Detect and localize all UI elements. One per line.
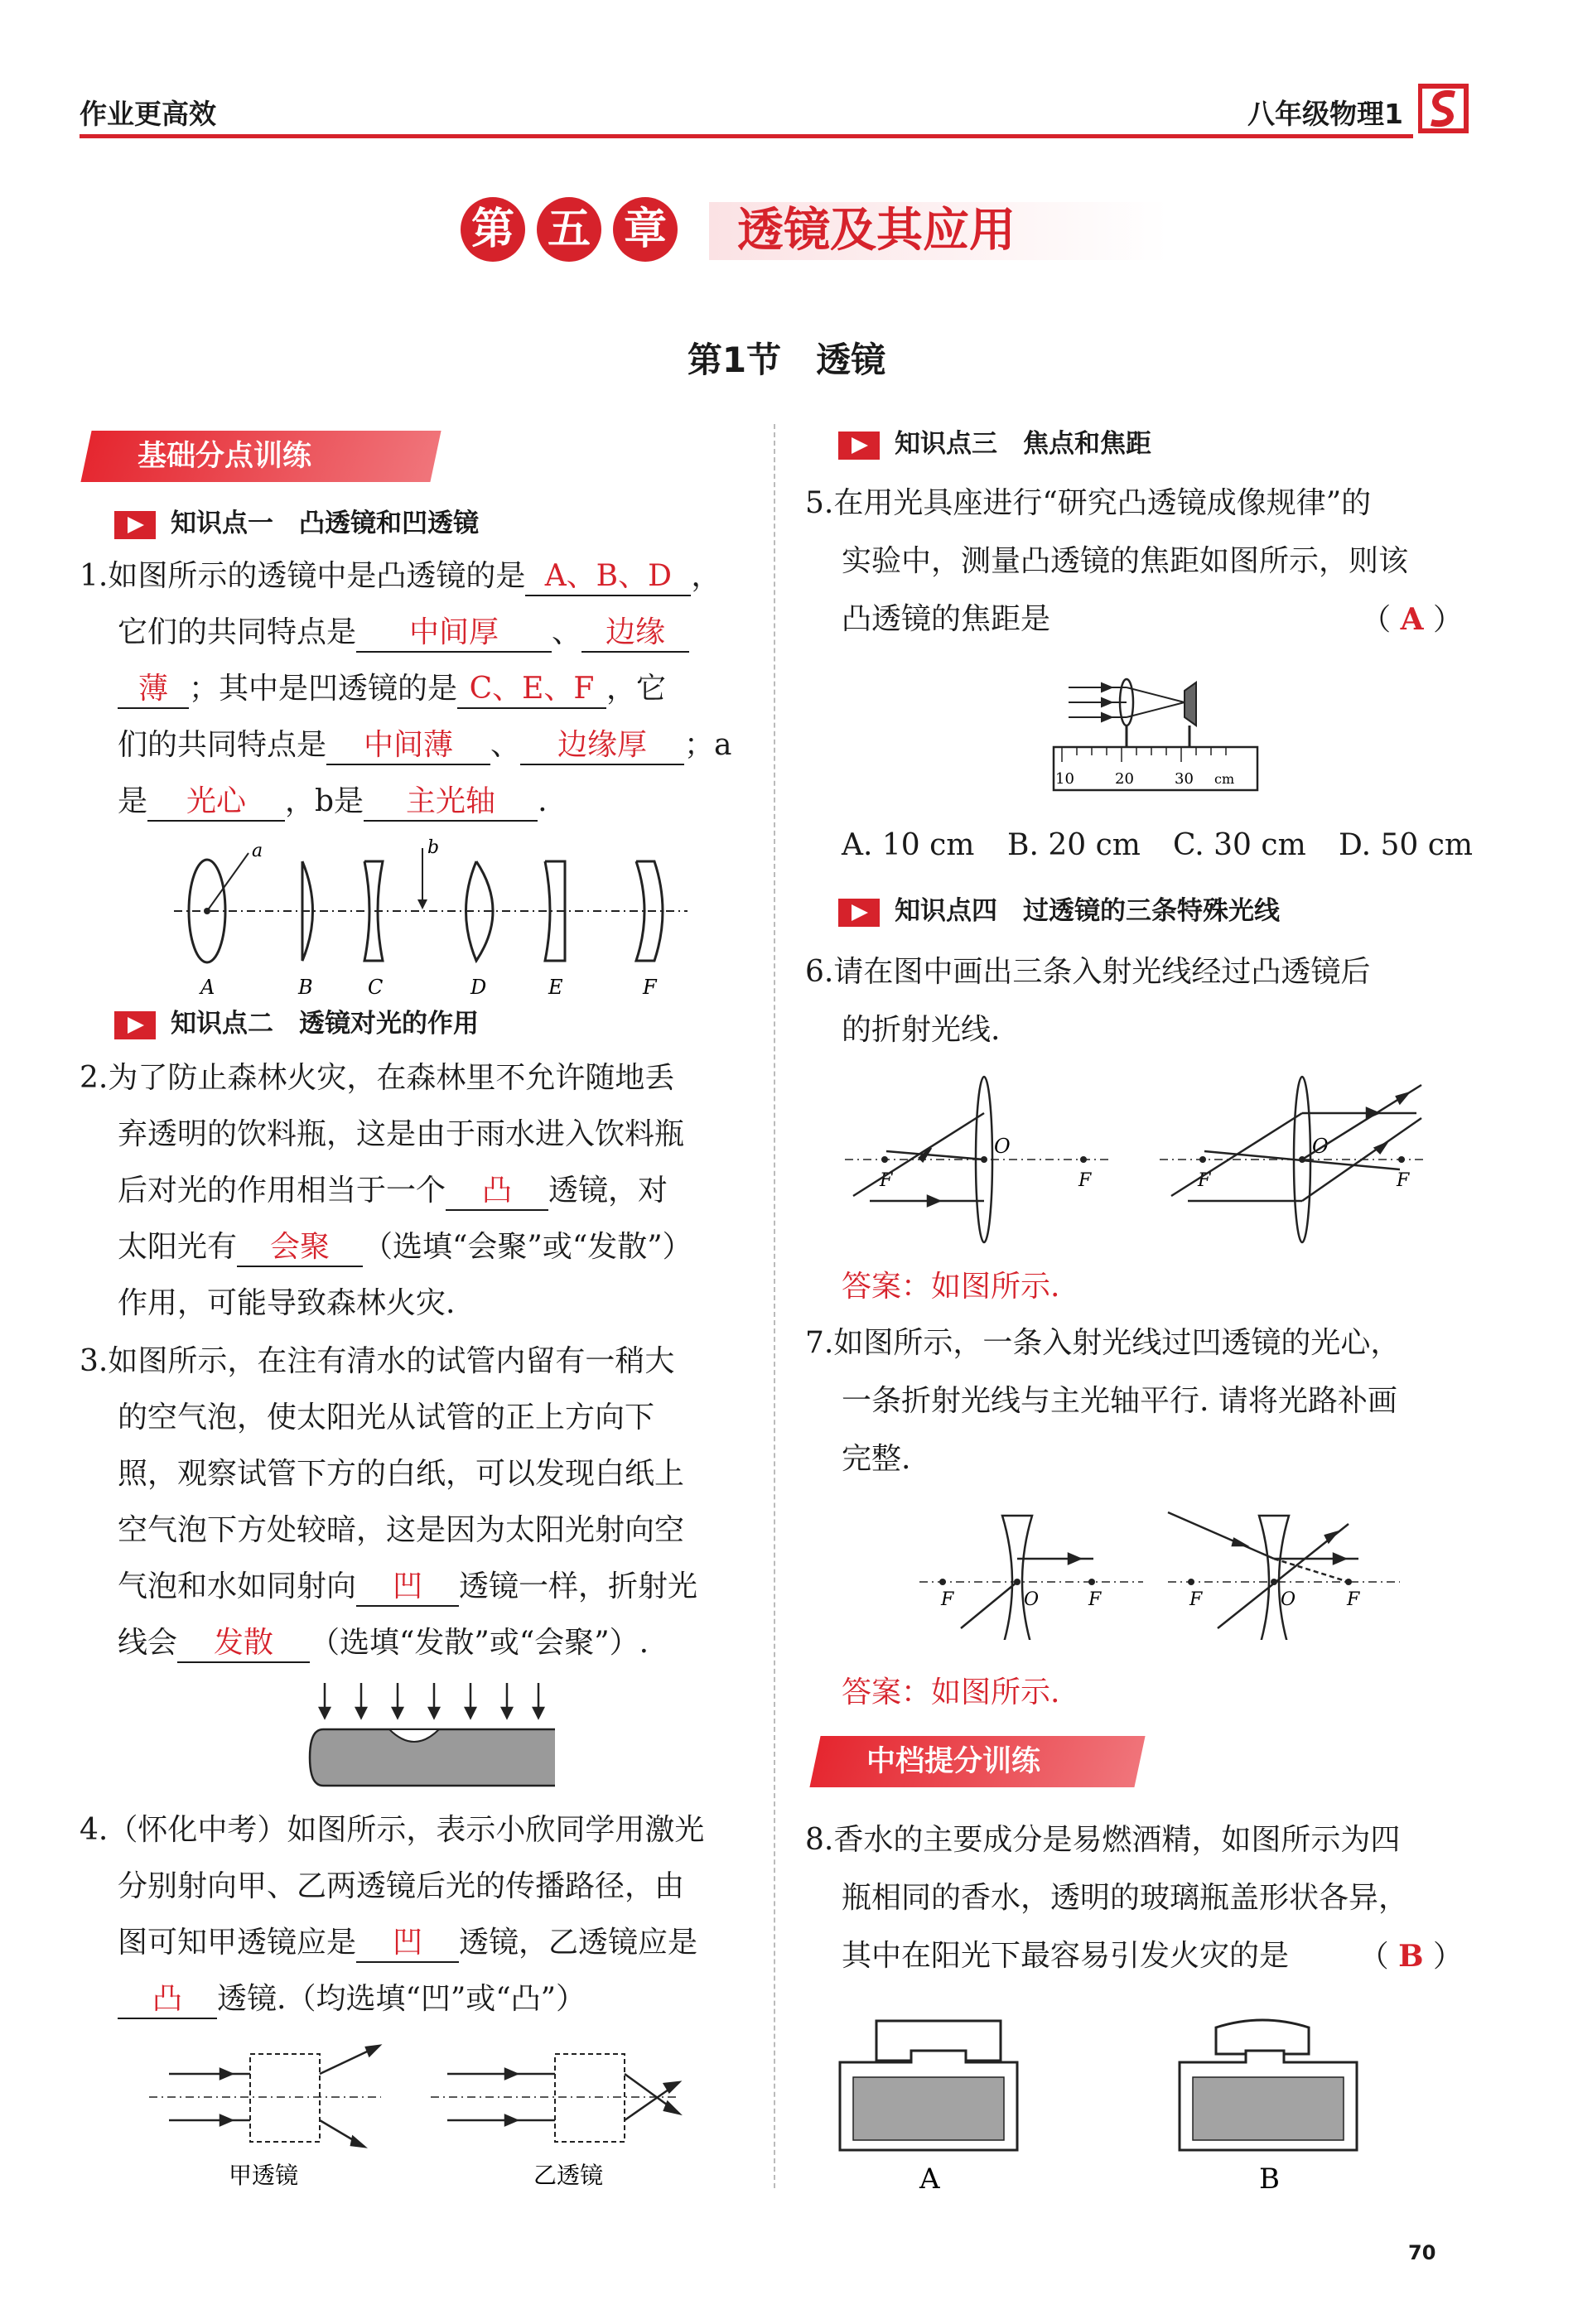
q2-line-4: 太阳光有 会聚 （选填“会聚”或“发散”） [118, 1226, 692, 1269]
q4-answer-jia: 凹 [356, 1926, 459, 1963]
svg-text:F: F [941, 1589, 954, 1610]
header-left-text: 作业更高效 [80, 98, 216, 130]
q4-line-1: 4.（怀化中考）如图所示，表示小欣同学用激光 [80, 1813, 705, 1847]
concave-lens-right [1259, 1516, 1289, 1640]
svg-text:F: F [1347, 1589, 1360, 1610]
q5-line-3: 凸透镜的焦距是 （ A ） [842, 602, 1463, 637]
lens-box-jia [250, 2054, 320, 2142]
label-F2-right: F [1397, 1170, 1410, 1191]
q5-line-2: 实验中，测量凸透镜的焦距如图所示，则该 [842, 544, 1409, 578]
q3-line-3: 照，观察试管下方的白纸，可以发现白纸上 [118, 1457, 685, 1491]
q7-line-1: 7.如图所示，一条入射光线过凹透镜的光心， [805, 1326, 1401, 1360]
play-arrow-icon [114, 1011, 156, 1039]
play-arrow-icon [114, 511, 156, 539]
q1-answer-concave: C、E、F [457, 673, 606, 709]
q2-line-5: 作用，可能导致森林火灾. [118, 1286, 456, 1320]
ruler-label-cm: cm [1214, 771, 1235, 787]
label-B: B [298, 976, 313, 999]
q5-answer: A [1400, 602, 1424, 637]
q1-answer-convex-feature-1: 中间厚 [356, 616, 552, 653]
play-arrow-icon [838, 899, 880, 927]
q8-line-1: 8.香水的主要成分是易燃酒精，如图所示为四 [805, 1823, 1401, 1857]
q3-answer-lens: 凹 [356, 1570, 459, 1607]
svg-text:O: O [1281, 1589, 1296, 1610]
q8-answer: B [1398, 1939, 1424, 1974]
q3-answer-effect: 发散 [177, 1627, 310, 1663]
label-F2-left: F [1078, 1170, 1092, 1191]
screen [1185, 682, 1196, 726]
header-right-text: 八年级物理1 [1247, 98, 1403, 130]
q1-line-5: 是 光心 ，b是 主光轴 . [118, 780, 548, 823]
q1-answer-convex-feature-2b: 薄 [118, 673, 189, 709]
label-jia-lens: 甲透镜 [229, 2162, 299, 2189]
lens-box-yi [555, 2054, 625, 2142]
q3-line-2: 的空气泡，使太阳光从试管的正上方向下 [118, 1401, 655, 1434]
q5-optical-bench-figure [1052, 663, 1259, 812]
section-title: 第1节 透镜 [687, 340, 886, 380]
q3-line-6: 线会 发散 （选填“发散”或“会聚”）. [118, 1622, 649, 1665]
q1-answer-convex-feature-2a: 边缘 [581, 616, 689, 653]
q8-perfume-bottles-figure [837, 2004, 1383, 2203]
q4-line-4: 凸 透镜.（均选填“凹”或“凸”） [118, 1978, 586, 2021]
q2-line-3: 后对光的作用相当于一个 凸 透镜，对 [118, 1169, 668, 1213]
label-yi-lens: 乙透镜 [533, 2162, 604, 2189]
q4-line-3: 图可知甲透镜应是 凹 透镜，乙透镜应是 [118, 1921, 697, 1965]
knowledge-point-1: 知识点一 凸透镜和凹透镜 [114, 507, 479, 540]
label-C: C [368, 976, 384, 999]
banner-basic-training: 基础分点训练 [80, 431, 441, 482]
q3-line-1: 3.如图所示，在注有清水的试管内留有一稍大 [80, 1344, 675, 1378]
label-D: D [470, 976, 487, 999]
svg-text:F: F [1189, 1589, 1203, 1610]
q8-line-3: 其中在阳光下最容易引发火灾的是 （ B ） [842, 1939, 1463, 1974]
chapter-badge-3: 章 [613, 197, 678, 262]
q1-line-4: 们的共同特点是 中间薄 、 边缘厚 ；a [118, 724, 732, 767]
label-F1-right: F [1198, 1170, 1211, 1191]
q6-line-2: 的折射光线. [842, 1013, 1001, 1047]
chapter-badge-1: 第 [461, 197, 525, 262]
q1-answer-concave-feature-1: 中间薄 [326, 729, 490, 765]
label-F1-left: F [880, 1170, 893, 1191]
q1-lens-figure [166, 837, 696, 1002]
ruler-label-10: 10 [1055, 770, 1074, 788]
q1-line-3: 薄 ；其中是凹透镜的是 C、E、F ，它 [118, 668, 666, 711]
q1-answer-b: 主光轴 [364, 785, 538, 822]
play-arrow-icon [838, 432, 880, 460]
chapter-badge-2: 五 [537, 197, 601, 262]
svg-text:F: F [1088, 1589, 1102, 1610]
knowledge-point-2: 知识点二 透镜对光的作用 [114, 1007, 479, 1040]
test-tube [310, 1729, 555, 1786]
q3-line-4: 空气泡下方处较暗，这是因为太阳光射向空 [118, 1513, 685, 1547]
chapter-title: 透镜及其应用 [709, 202, 1168, 260]
label-b: b [427, 837, 440, 858]
banner-advanced-training: 中档提分训练 [809, 1736, 1145, 1787]
knowledge-point-4: 知识点四 过透镜的三条特殊光线 [838, 894, 1280, 928]
concave-lens-left [1002, 1516, 1032, 1640]
q5-choice-b: B. 20 cm [1007, 828, 1141, 862]
label-E: E [548, 976, 563, 999]
label-O-right: O [1312, 1135, 1329, 1158]
ruler-label-30: 30 [1175, 770, 1194, 788]
q2-line-1: 2.为了防止森林火灾，在森林里不允许随地丢 [80, 1061, 675, 1095]
q2-line-2: 弃透明的饮料瓶，这是由于雨水进入饮料瓶 [118, 1117, 685, 1151]
q8-line-2: 瓶相同的香水，透明的玻璃瓶盖形状各异， [842, 1881, 1409, 1915]
publisher-logo-icon [1418, 83, 1469, 134]
q5-choice-a: A. 10 cm [842, 828, 975, 862]
svg-text:O: O [1024, 1589, 1040, 1610]
q6-ray-diagram [837, 1068, 1433, 1259]
q4-answer-yi: 凸 [118, 1983, 217, 2019]
chapter-heading [461, 197, 1206, 272]
q7-line-3: 完整. [842, 1442, 911, 1476]
q2-answer-lens: 凸 [446, 1174, 548, 1211]
q1-line-1: 1.如图所示的透镜中是凸透镜的是 A、B、D ， [80, 555, 721, 598]
q6-answer: 答案：如图所示. [842, 1270, 1060, 1304]
label-F: F [643, 976, 657, 999]
q5-choice-c: C. 30 cm [1173, 828, 1306, 862]
q7-ray-diagram [911, 1499, 1408, 1640]
q5-line-1: 5.在用光具座进行“研究凸透镜成像规律”的 [805, 486, 1372, 520]
bottle-b-cap [1216, 2020, 1309, 2054]
q4-lens-boxes-figure [141, 2037, 704, 2203]
bottle-label-b: B [1259, 2162, 1280, 2196]
q7-answer: 答案：如图所示. [842, 1675, 1060, 1709]
label-O-left: O [994, 1135, 1011, 1158]
label-a: a [252, 841, 263, 861]
q3-line-5: 气泡和水如同射向 凹 透镜一样，折射光 [118, 1565, 697, 1608]
q6-line-1: 6.请在图中画出三条入射光线经过凸透镜后 [805, 955, 1371, 989]
q2-answer-effect: 会聚 [237, 1231, 363, 1267]
header-rule [80, 134, 1413, 138]
q1-answer-convex: A、B、D [525, 560, 691, 596]
q7-line-2: 一条折射光线与主光轴平行. 请将光路补画 [842, 1384, 1397, 1418]
label-A: A [200, 976, 215, 999]
q1-answer-a: 光心 [147, 785, 285, 822]
q3-test-tube-figure [306, 1680, 555, 1804]
column-divider [774, 424, 775, 2188]
page-number: 70 [1408, 2241, 1436, 2264]
q5-choice-d: D. 50 cm [1339, 828, 1474, 862]
knowledge-point-3: 知识点三 焦点和焦距 [838, 427, 1151, 460]
q1-answer-concave-feature-2: 边缘厚 [520, 729, 684, 765]
q1-line-2: 它们的共同特点是 中间厚 、 边缘 [118, 611, 689, 654]
ruler-label-20: 20 [1115, 770, 1134, 788]
bottle-label-a: A [919, 2162, 940, 2196]
q4-line-2: 分别射向甲、乙两透镜后光的传播路径，由 [118, 1869, 685, 1903]
